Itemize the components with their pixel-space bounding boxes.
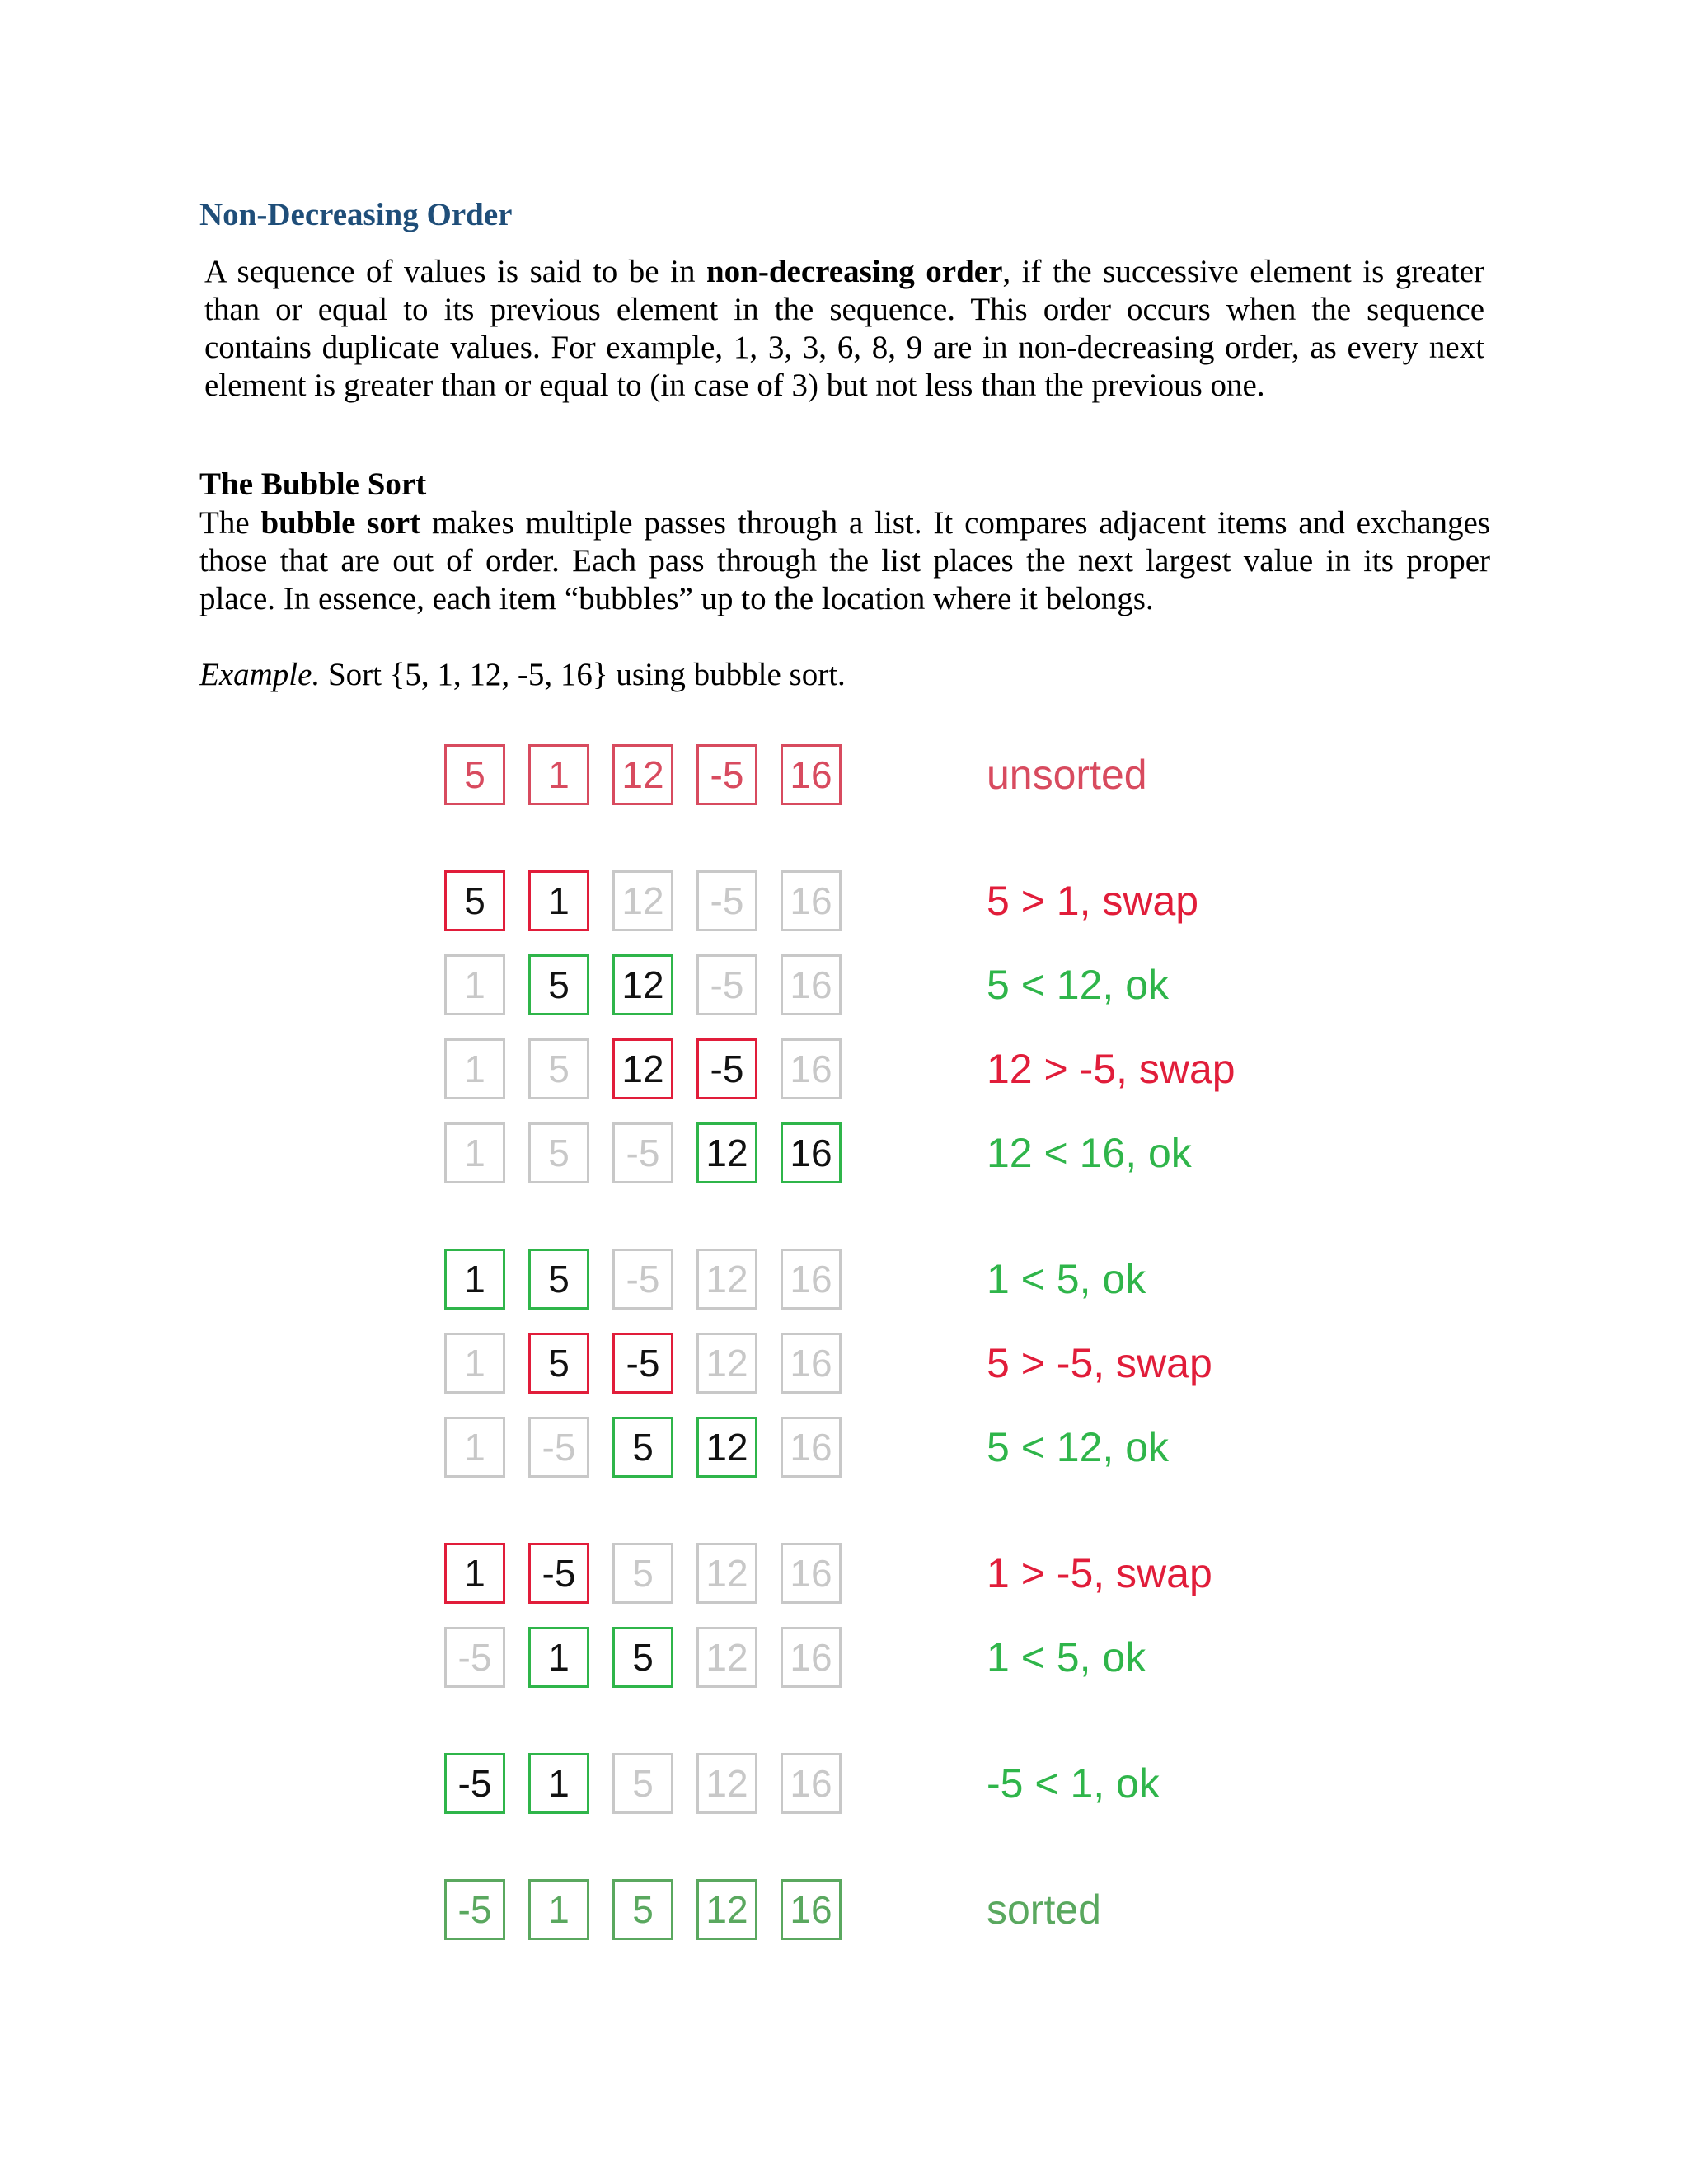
sort-step-row xyxy=(0,1249,1688,1315)
array-cell: 5 xyxy=(444,744,505,805)
array-cell: 1 xyxy=(444,1417,505,1478)
section-heading-bubble-sort: The Bubble Sort xyxy=(199,466,427,502)
sort-step-row xyxy=(0,1543,1688,1609)
array-cell: 1 xyxy=(528,744,589,805)
example-lead: Example. xyxy=(199,657,321,692)
array-cell: -5 xyxy=(528,1543,589,1604)
sort-step-row xyxy=(0,1879,1688,1945)
array-cell: 12 xyxy=(696,1627,757,1688)
array-cell: 12 xyxy=(696,1417,757,1478)
section-heading-non-decreasing: Non-Decreasing Order xyxy=(199,197,513,232)
step-label: 5 < 12, ok xyxy=(987,962,1169,1008)
array-cell: 16 xyxy=(781,1333,842,1394)
para1-pre: A sequence of values is said to be in xyxy=(204,254,706,289)
sort-step-row xyxy=(0,1333,1688,1399)
sort-step-row xyxy=(0,1417,1688,1483)
array-cell: 5 xyxy=(528,954,589,1015)
step-label: 1 > -5, swap xyxy=(987,1550,1212,1596)
array-cell: 12 xyxy=(696,1879,757,1940)
array-cell: 1 xyxy=(444,1249,505,1310)
example-text: Sort {5, 1, 12, -5, 16} using bubble sort. xyxy=(320,657,846,692)
array-cell: 12 xyxy=(612,954,673,1015)
array-cell: 12 xyxy=(696,1249,757,1310)
array-cell: 5 xyxy=(528,1038,589,1099)
array-cell: 16 xyxy=(781,1627,842,1688)
array-cell: 5 xyxy=(612,1417,673,1478)
para2-pre: The xyxy=(199,505,261,541)
array-cell: 1 xyxy=(444,1543,505,1604)
array-cell: -5 xyxy=(444,1627,505,1688)
array-cell: 16 xyxy=(781,1543,842,1604)
array-cell: -5 xyxy=(696,954,757,1015)
paragraph-bubble-sort xyxy=(199,504,1490,618)
para1-post: , if the successive element is greater than or equal to its previous element in the sequence. This order occurs when the sequence contains duplicate values. For example, 1, 3, 3, 6, 8, 9 are in non-decreasing order, as every next element is greater than or equal to (in case of 3) but not less than the previous one. xyxy=(204,254,1485,403)
array-cell: 5 xyxy=(612,1753,673,1814)
step-label: sorted xyxy=(987,1886,1101,1933)
step-label: 5 > 1, swap xyxy=(987,878,1199,924)
para1-bold-term: non-decreasing order xyxy=(706,254,1003,289)
array-cell: -5 xyxy=(612,1122,673,1183)
step-label: 5 > -5, swap xyxy=(987,1340,1212,1386)
step-label: 1 < 5, ok xyxy=(987,1256,1146,1302)
sort-step-row xyxy=(0,954,1688,1020)
array-cell: 16 xyxy=(781,954,842,1015)
array-cell: 16 xyxy=(781,1249,842,1310)
step-label: 1 < 5, ok xyxy=(987,1634,1146,1680)
step-label: 12 < 16, ok xyxy=(987,1130,1192,1176)
array-cell: 12 xyxy=(696,1753,757,1814)
array-cell: 16 xyxy=(781,1417,842,1478)
array-cell: 5 xyxy=(444,870,505,931)
array-cell: 12 xyxy=(696,1543,757,1604)
array-cell: 5 xyxy=(528,1333,589,1394)
array-cell: 12 xyxy=(612,1038,673,1099)
array-cell: -5 xyxy=(612,1249,673,1310)
step-label: 12 > -5, swap xyxy=(987,1046,1236,1092)
para2-bold-term: bubble sort xyxy=(260,505,421,541)
example-line xyxy=(199,656,846,694)
array-cell: 1 xyxy=(528,1879,589,1940)
array-cell: -5 xyxy=(528,1417,589,1478)
array-cell: -5 xyxy=(696,870,757,931)
array-cell: 16 xyxy=(781,1038,842,1099)
paragraph-non-decreasing xyxy=(204,253,1484,405)
step-label: 5 < 12, ok xyxy=(987,1424,1169,1470)
array-cell: 5 xyxy=(528,1249,589,1310)
step-label: -5 < 1, ok xyxy=(987,1760,1160,1807)
array-cell: 5 xyxy=(612,1879,673,1940)
array-cell: -5 xyxy=(444,1879,505,1940)
array-cell: -5 xyxy=(612,1333,673,1394)
array-cell: 12 xyxy=(612,744,673,805)
array-cell: 16 xyxy=(781,1122,842,1183)
step-label: unsorted xyxy=(987,752,1147,798)
array-cell: 16 xyxy=(781,1879,842,1940)
array-cell: 1 xyxy=(444,954,505,1015)
array-cell: 1 xyxy=(528,1627,589,1688)
array-cell: 16 xyxy=(781,1753,842,1814)
array-cell: 1 xyxy=(444,1038,505,1099)
array-cell: 12 xyxy=(696,1122,757,1183)
sort-step-row xyxy=(0,1038,1688,1104)
array-cell: 12 xyxy=(696,1333,757,1394)
array-cell: 1 xyxy=(528,870,589,931)
sort-step-row xyxy=(0,1753,1688,1819)
array-cell: 12 xyxy=(612,870,673,931)
array-cell: -5 xyxy=(696,1038,757,1099)
sort-step-row xyxy=(0,744,1688,810)
array-cell: -5 xyxy=(444,1753,505,1814)
array-cell: 1 xyxy=(444,1122,505,1183)
sort-step-row xyxy=(0,1122,1688,1188)
array-cell: -5 xyxy=(696,744,757,805)
sort-step-row xyxy=(0,870,1688,936)
array-cell: 1 xyxy=(444,1333,505,1394)
array-cell: 5 xyxy=(528,1122,589,1183)
sort-step-row xyxy=(0,1627,1688,1693)
array-cell: 5 xyxy=(612,1627,673,1688)
array-cell: 1 xyxy=(528,1753,589,1814)
array-cell: 16 xyxy=(781,744,842,805)
para2-post: makes multiple passes through a list. It compares adjacent items and exchanges those that are out of order. Each pass through the list places the next largest value in its proper place. In essence, each item “bubbles” up to the location where it belongs. xyxy=(199,505,1490,616)
array-cell: 5 xyxy=(612,1543,673,1604)
array-cell: 16 xyxy=(781,870,842,931)
